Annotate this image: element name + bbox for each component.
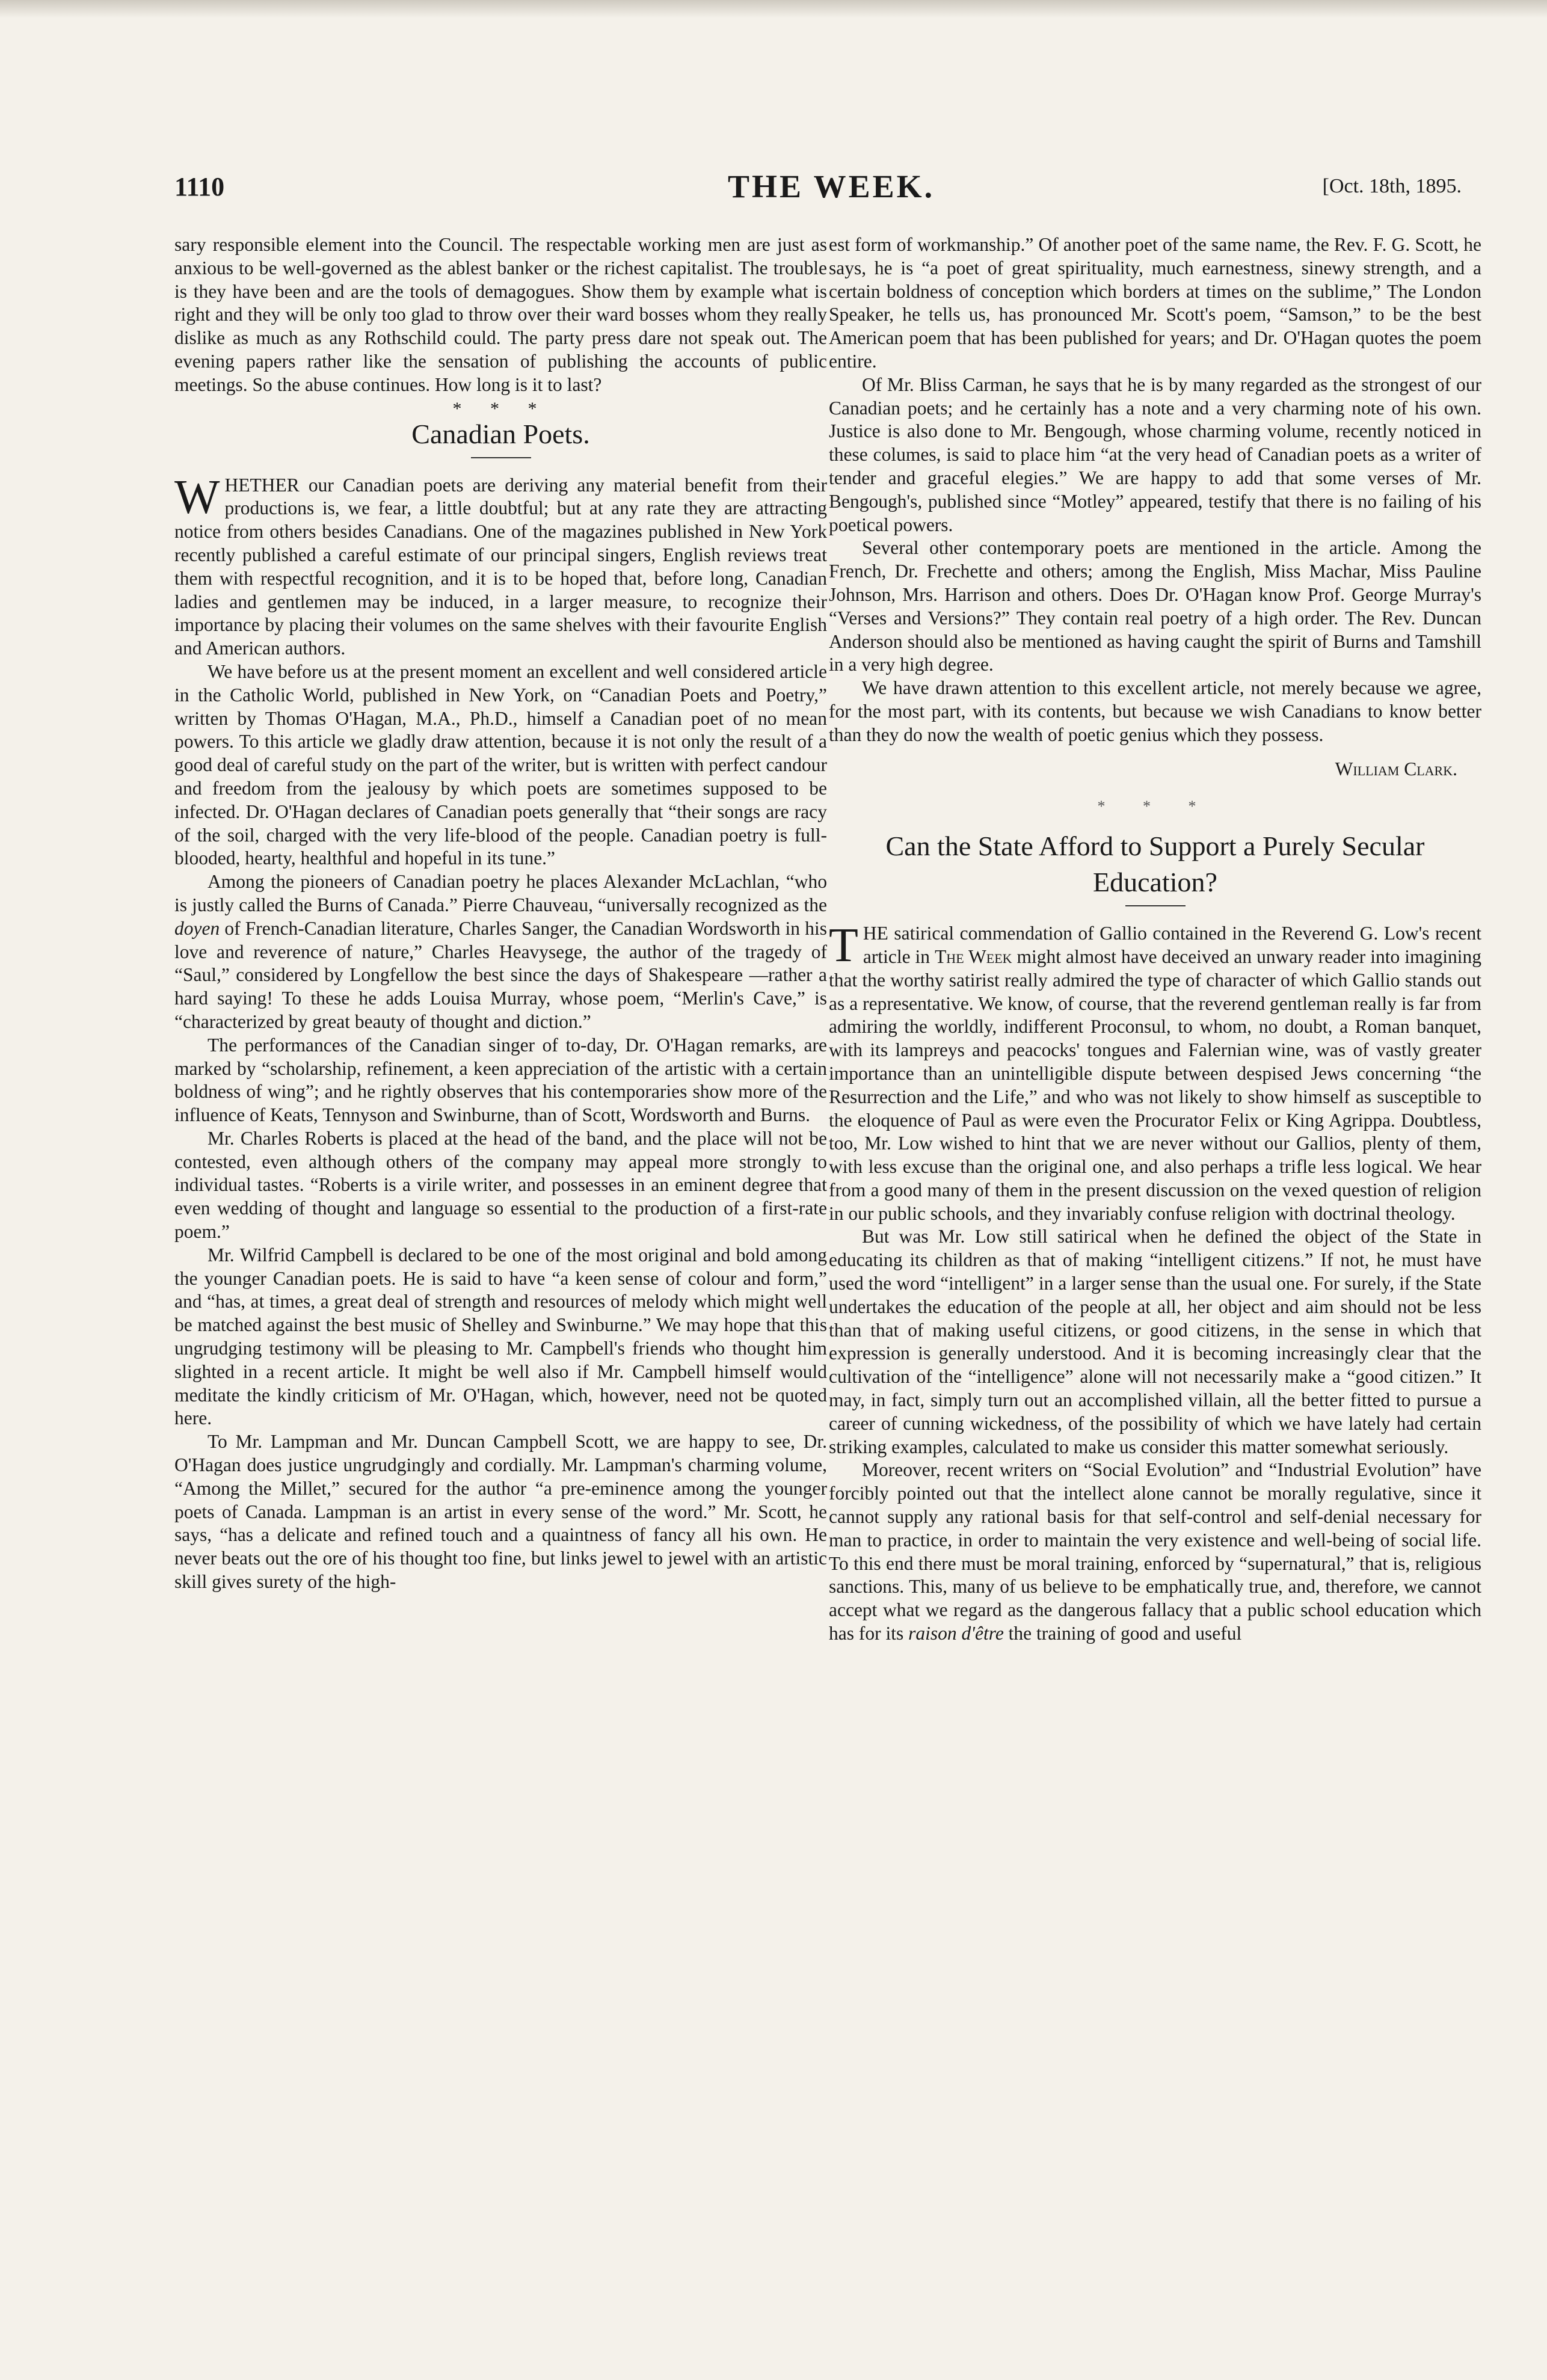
paragraph: Mr. Wilfrid Campbell is declared to be one of the most original and bold among the younger Canadian poets. He is said to have “a keen sense of colour and form,” and “has, at times, a great deal of strength and resources of melody which might well be matched against the best music of Shelley and Swinburne.” We may hope that this ungrudging testimony will be pleasing to Mr. Campbell's friends who thought him slighted in a recent article. It might be well also if Mr. Campbell himself would meditate the kindly criticism of Mr. O'Hagan, which, however, need not be quoted here. (174, 1244, 827, 1429)
masthead: THE WEEK. (728, 168, 935, 204)
left-column (174, 233, 827, 1594)
paragraph: Mr. Charles Roberts is placed at the head of the band, and the place will not be contested, even although others of the company may appeal more strongly to individual tastes. “Roberts is a virile writer, and possesses in an eminent degree that even wedding of thought and language so essential to the production of a first-rate poem.” (174, 1127, 827, 1243)
paragraph-text: Among the pioneers of Canadian poetry he places Alexander McLachlan, “who is justly called the Burns of Canada.” Pierre Chauveau, “universally recognized as the (174, 871, 827, 915)
right-column (829, 233, 1481, 1646)
italic-term: raison d'être (908, 1623, 1004, 1644)
paragraph: We have before us at the present moment an excellent and well considered article in the Catholic World, published in New York, on “Canadian Poets and Poetry,” written by Thomas O'Hagan, M.A., Ph.D., himself a Canadian poet of no mean powers. To this article we gladly draw attention, because it is not only the result of a good deal of careful study on the part of the writer, but is written with perfect candour and freedom from the jealousy by which poets are sometimes supposed to be infected. Dr. O'Hagan declares of Canadian poets generally that “their songs are racy of the soil, charged with the very life-blood of the people. Canadian poetry is full-blooded, hearty, healthful and hopeful in its tune.” (174, 660, 827, 869)
paragraph-text: the training of good and useful (1003, 1623, 1242, 1644)
paragraph-text: HE satirical commendation of Gallio contained in the Reverend G. Low's recent article in (863, 923, 1481, 967)
article-heading-canadian-poets: Canadian Poets. (411, 418, 590, 449)
heading-rule (1125, 905, 1186, 906)
paragraph-text: of French-Canadian literature, Charles Sanger, the Canadian Wordsworth in his love and reverence of nature,” Charles Heavysege, the author of the tragedy of “Saul,” considered by Longfellow the best since the days of Shakespeare —rather a hard saying! To these he adds Louisa Murray, whose poem, “Merlin's Cave,” is “characterized by great beauty of thought and diction.” (174, 917, 827, 1032)
paragraph: Of Mr. Bliss Carman, he says that he is by many regarded as the strongest of our Canadian poets; and he certainly has a note and a very charming note of his own. Justice is also done to Mr. Bengough, whose charming volume, recently noticed in these columes, is said to place him “at the very head of Canadian poets as a writer of tender and graceful elegies.” We are happy to add that some verses of Mr. Bengough's, published since “Motley” appeared, testify that there is no failing of his poetical powers. (829, 374, 1481, 535)
paragraph: We have drawn attention to this excellent article, not merely because we agree, for the most part, with its contents, but because we wish Canadians to know better than they do now the wealth of poetic genius which they possess. (829, 677, 1481, 745)
section-asterism: * * * (452, 398, 549, 419)
author-signature: William Clark. (1335, 758, 1457, 779)
page-number: 1110 (174, 172, 225, 201)
publication-name: The Week (935, 946, 1012, 967)
paragraph (174, 470, 827, 660)
issue-date: [Oct. 18th, 1895. (1322, 175, 1462, 197)
paragraph: sary responsible element into the Council. The respectable working men are just as anxious to be well-governed as the ablest banker or the richest capitalist. The trouble is they have been and are the tools of demagogues. Show them by example what is right and they will be only too glad to throw over their ward bosses whom they really dislike as much as any Rothschild could. The party press dare not speak out. The evening papers rather like the sensation of publishing the accounts of public meetings. So the abuse continues. How long is it to last? (174, 234, 827, 395)
paragraph: The performances of the Canadian singer of to-day, Dr. O'Hagan remarks, are marked by “scholarship, refinement, a keen appreciation of the artistic with a certain boldness of wing”; and he rightly observes that his contemporaries show more of the influence of Keats, Tennyson and Swinburne, than of Scott, Wordsworth and Burns. (174, 1034, 827, 1126)
paragraph (829, 919, 1481, 1225)
page-header (174, 168, 1462, 208)
heading-rule (471, 457, 531, 458)
paragraph: est form of workmanship.” Of another poet of the same name, the Rev. F. G. Scott, he says, he is “a poet of great spirituality, much earnestness, sinewy strength, and a certain boldness of conception which borders at times on the sublime,” The London Speaker, he tells us, has pronounced Mr. Scott's poem, “Samson,” to be the best American poem that has been published for years; and Dr. O'Hagan quotes the poem entire. (829, 234, 1481, 372)
paragraph: To Mr. Lampman and Mr. Duncan Campbell Scott, we are happy to see, Dr. O'Hagan does justice ungrudgingly and cordially. Mr. Lampman's charming volume, “Among the Millet,” secured for the author “a pre-eminence among the younger poets of Canada. Lampman is an artist in every sense of the word.” Mr. Scott, he says, “has a delicate and refined touch and a quaintness of fancy all his own. He never beats out the ore of his thought too fine, but links jewel to jewel with an artistic skill gives surety of the high- (174, 1431, 827, 1593)
paragraph (174, 870, 827, 1034)
paragraph: But was Mr. Low still satirical when he defined the object of the State in educating its children as that of making “intelligent citizens.” If not, he must have used the word “intelligent” in a larger sense than the usual one. For surely, if the State undertakes the education of the people at all, her object and aim should not be less than that of making useful citizens, or good citizens, in the sense in which that expression is generally understood. And it is becoming increasingly clear that the cultivation of the “intelligence” alone will not necessarily make a “good citizen.” It may, in fact, simply turn out an accomplished villain, all the better fitted to pursue a career of cunning wickedness, of the possibility of which we have lately had certain striking examples, calculated to make us consider this matter somewhat seriously. (829, 1226, 1481, 1457)
article-heading-secular-education: Can the State Afford to Support a Purely Secular Education? (885, 831, 1425, 898)
paragraph (829, 1459, 1481, 1645)
page-top-edge (0, 0, 1547, 18)
paragraph-text: Moreover, recent writers on “Social Evolution” and “Industrial Evolution” have forcibly pointed out that the intellect alone cannot be morally regulative, since it cannot supply any rational basis for that self-control and self-denial necessary for man to practice, in order to maintain the very existence and well-being of social life. To this end there must be moral training, enforced by “supernatural,” that is, religious sanctions. This, many of us believe to be emphatically true, and, therefore, we cannot accept what we regard as the dangerous fallacy that a public school education which has for its (829, 1459, 1481, 1644)
paragraph: Several other contemporary poets are mentioned in the article. Among the French, Dr. Frechette and others; among the English, Miss Machar, Miss Pauline Johnson, Mrs. Harrison and others. Does Dr. O'Hagan know Prof. George Murray's “Verses and Versions?” They contain real poetry of a high order. The Rev. Duncan Anderson should also be mentioned as having caught the spirit of Burns and Tamshill in a very high degree. (829, 537, 1481, 675)
italic-term: doyen (174, 917, 220, 939)
drop-cap: T (829, 919, 858, 973)
section-divider: * * * (1097, 798, 1213, 816)
paragraph-text: HETHER our Canadian poets are deriving any material benefit from their productions is, we fear, a little doubtful; but at any rate they are attracting notice from others besides Canadians. One of the magazines published in New York recently published a careful estimate of our principal singers, English reviews treat them with respectful recognition, and it is to be hoped that, before long, Canadian ladies and gentlemen may be induced, in a larger measure, to recognize their importance by placing their volumes on the same shelves with their favourite English and American authors. (174, 474, 827, 659)
drop-cap: W (174, 470, 220, 524)
paragraph-text: might almost have deceived an unwary reader into imagining that the worthy satirist really admired the type of character of which Gallio stands out as a representative. We know, of course, that the reverend gentleman really is far from admiring the worldly, indifferent Proconsul, to whom, no doubt, a Roman banquet, with its lampreys and peacocks' tongues and Falernian wine, was of vastly greater importance than an unintelligible dispute between despised Jews concerning “the Resurrection and the Life,” and who was not likely to show himself as susceptible to the eloquence of Paul as were even the Procurator Felix or King Agrippa. Doubtless, too, Mr. Low wished to hint that we are never without our Gallios, plenty of them, with less excuse than the original one, and also perhaps a trifle less logical. We hear from a good many of them in the present discussion on the vexed question of religion in our public schools, and they invariably confuse religion with doctrinal theology. (829, 946, 1481, 1224)
